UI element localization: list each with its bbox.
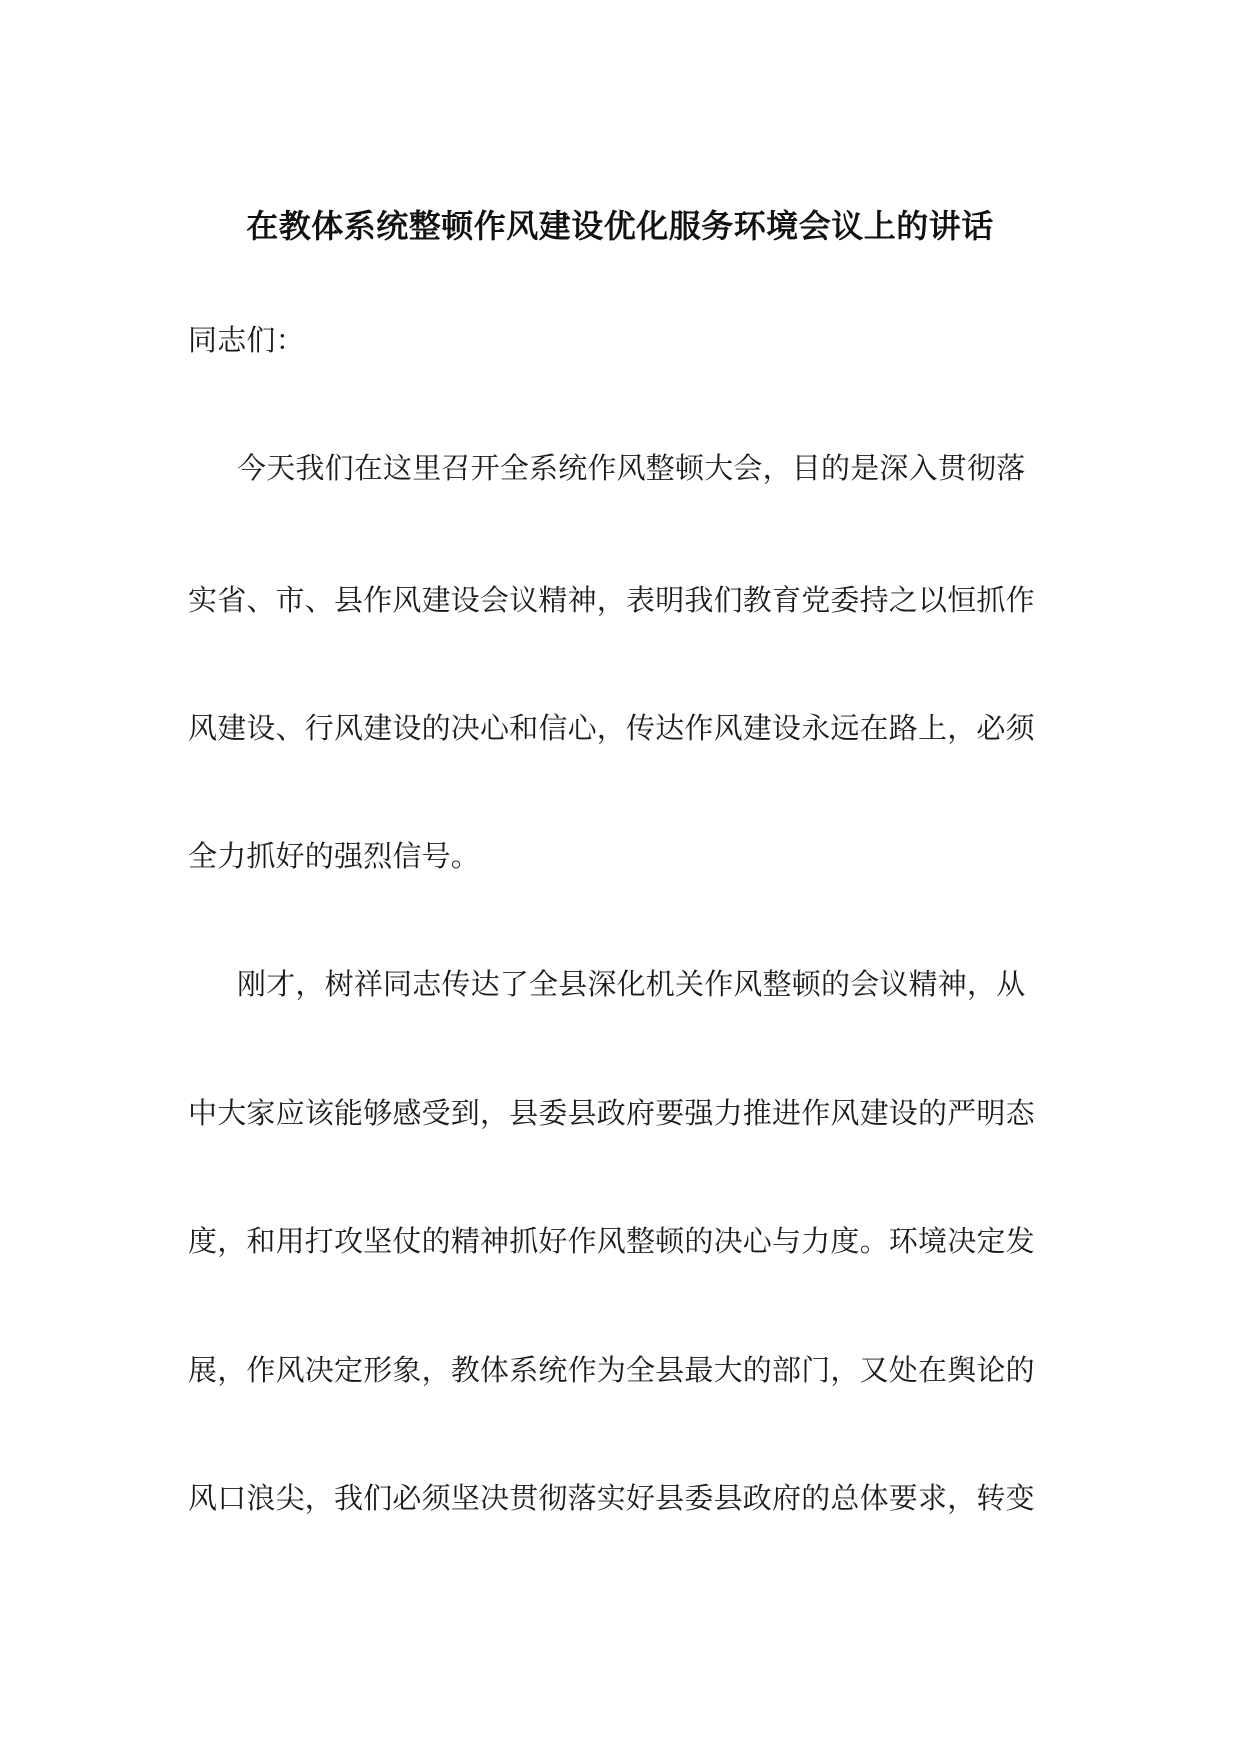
- paragraph-line: 中大家应该能够感受到，县委县政府要强力推进作风建设的严明态: [188, 1096, 1035, 1130]
- paragraph-line: 风口浪尖，我们必须坚决贯彻落实好县委县政府的总体要求，转变: [188, 1481, 1035, 1515]
- paragraph-line: 全力抓好的强烈信号。: [188, 839, 481, 873]
- paragraph-line: 刚才，树祥同志传达了全县深化机关作风整顿的会议精神，从: [237, 967, 1026, 1001]
- paragraph-line: 度，和用打攻坚仗的精神抓好作风整顿的决心与力度。环境决定发: [188, 1224, 1035, 1258]
- paragraph-line: 展，作风决定形象，教体系统作为全县最大的部门，又处在舆论的: [188, 1353, 1035, 1387]
- paragraph-line: 实省、市、县作风建设会议精神，表明我们教育党委持之以恒抓作: [188, 583, 1035, 617]
- paragraph-line: 今天我们在这里召开全系统作风整顿大会，目的是深入贯彻落: [237, 451, 1026, 485]
- document-title: 在教体系统整顿作风建设优化服务环境会议上的讲话: [246, 207, 994, 245]
- paragraph-line: 风建设、行风建设的决心和信心，传达作风建设永远在路上，必须: [188, 711, 1035, 745]
- salutation: 同志们：: [188, 323, 305, 357]
